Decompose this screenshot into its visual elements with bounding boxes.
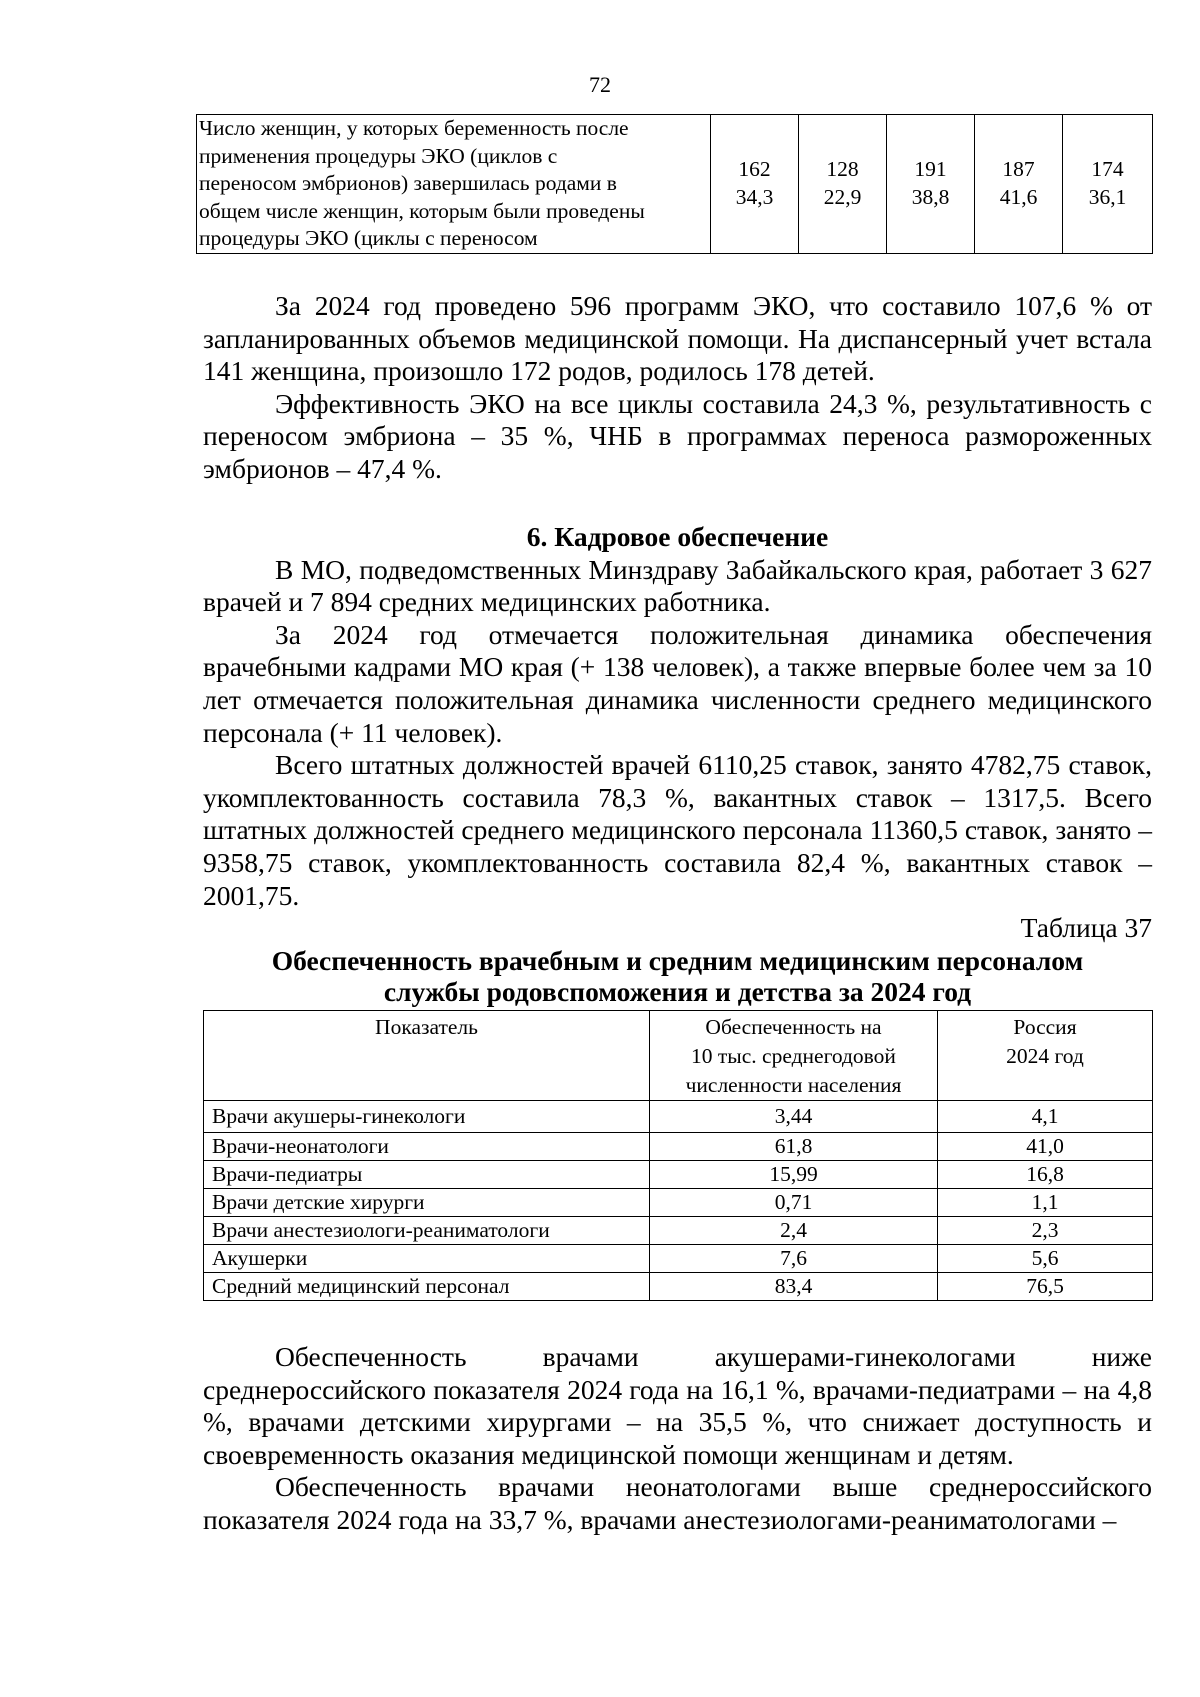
paragraph: Эффективность ЭКО на все циклы составила 24,3 %, результативность с переносом эмбриона – 35 %, ЧНБ в программах переноса размороженных эмбрионов – 47,4 %.	[203, 387, 1152, 484]
russia-cell: 5,6	[938, 1245, 1153, 1273]
paragraph: Всего штатных должностей врачей 6110,25 ставок, занято 4782,75 ставок, укомплектованность составила 78,3 %, вакантных ставок – 1317,5. Всего штатных должностей среднего медицинского персонала 11360,5 ставок, занято – 9358,75 ставок, укомплектованность составила 82,4 %, вакантных ставок – 2001,75.	[203, 749, 1152, 911]
provision-cell: 15,99	[650, 1161, 938, 1189]
paragraph: Обеспеченность врачами акушерами-гинекологами ниже среднероссийского показателя 2024 года на 16,1 %, врачами-педиатрами – на 4,8 %, врачами детскими хирургами – на 35,5 %, что снижает доступность и своевременность оказания медицинской помощи женщинам и детям.	[203, 1341, 1152, 1470]
staffing-table	[203, 1010, 1153, 1301]
indicator-cell: Врачи детские хирурги	[204, 1189, 650, 1217]
table-header-row	[204, 1011, 1153, 1101]
value-percent: 38,8	[911, 184, 950, 209]
provision-cell: 3,44	[650, 1101, 938, 1133]
header-provision	[650, 1011, 938, 1101]
header-russia	[938, 1011, 1153, 1101]
value-percent: 36,1	[1088, 184, 1127, 209]
value-percent: 41,6	[999, 184, 1038, 209]
russia-cell: 2,3	[938, 1217, 1153, 1245]
header-line: 10 тыс. среднегодовой	[691, 1044, 896, 1068]
table-row	[204, 1273, 1153, 1301]
russia-cell: 16,8	[938, 1161, 1153, 1189]
provision-cell: 83,4	[650, 1273, 938, 1301]
page-number: 72	[589, 72, 611, 97]
ivf-results-table-fragment	[196, 114, 1153, 254]
provision-analysis	[203, 1341, 1152, 1537]
indicator-cell: Врачи-педиатры	[204, 1161, 650, 1189]
paragraph: За 2024 год отмечается положительная динамика обеспечения врачебными кадрами МО края (+ 138 человек), а также впервые более чем за 10 лет отмечается положительная динамика численности среднего медицинского персонала (+ 11 человек).	[203, 618, 1152, 748]
indicator-cell: Врачи-неонатологи	[204, 1133, 650, 1161]
section-heading: 6. Кадровое обеспечение	[526, 521, 829, 552]
value-count: 187	[1002, 157, 1035, 182]
value-count: 191	[914, 157, 947, 182]
provision-cell: 0,71	[650, 1189, 938, 1217]
paragraph: За 2024 год проведено 596 программ ЭКО, что составило 107,6 % от запланированных объемов медицинской помощи. На диспансерный учет встала 141 женщина, произошло 172 родов, родилось 178 детей.	[203, 290, 1152, 387]
table-row	[204, 1245, 1153, 1273]
value-count: 174	[1091, 157, 1124, 182]
table-row	[204, 1217, 1153, 1245]
russia-cell: 1,1	[938, 1189, 1153, 1217]
staffing-section	[203, 521, 1152, 1007]
table-row	[197, 115, 1153, 254]
russia-cell: 4,1	[938, 1101, 1153, 1133]
table-caption: Таблица 37	[1020, 912, 1152, 944]
label-line: процедуры ЭКО (циклы с переносом	[199, 226, 538, 250]
value-count: 162	[738, 157, 771, 182]
table-row	[204, 1133, 1153, 1161]
provision-cell: 61,8	[650, 1133, 938, 1161]
russia-cell: 76,5	[938, 1273, 1153, 1301]
table-title	[203, 945, 1152, 1007]
russia-cell: 41,0	[938, 1133, 1153, 1161]
row-label-cell	[197, 115, 711, 254]
header-indicator: Показатель	[204, 1011, 650, 1101]
header-line: численности населения	[685, 1073, 902, 1097]
indicator-cell: Врачи акушеры-гинекологи	[204, 1101, 650, 1133]
table-row	[204, 1161, 1153, 1189]
provision-cell: 7,6	[650, 1245, 938, 1273]
label-line: переносом эмбрионов) завершилась родами в	[199, 171, 617, 195]
label-line: Число женщин, у которых беременность после	[199, 116, 629, 140]
value-cell	[711, 115, 799, 254]
table-title-line: Обеспеченность врачебным и средним медицинским персоналом	[271, 944, 1084, 976]
header-line: 2024 год	[1006, 1044, 1084, 1068]
indicator-cell: Акушерки	[204, 1245, 650, 1273]
ivf-paragraphs	[203, 290, 1152, 486]
label-line: общем числе женщин, которым были проведены	[199, 198, 645, 223]
table-row	[204, 1101, 1153, 1133]
table-row	[204, 1189, 1153, 1217]
indicator-cell: Средний медицинский персонал	[204, 1273, 650, 1301]
provision-cell: 2,4	[650, 1217, 938, 1245]
paragraph: Обеспеченность врачами неонатологами выше среднероссийского показателя 2024 года на 33,7 %, врачами анестезиологами-реаниматологами –	[203, 1471, 1152, 1535]
value-percent: 22,9	[823, 184, 862, 209]
paragraph: В МО, подведомственных Минздраву Забайкальского края, работает 3 627 врачей и 7 894 средних медицинских работника.	[203, 553, 1152, 618]
value-cell	[799, 115, 887, 254]
value-cell	[975, 115, 1063, 254]
header-line: Россия	[1013, 1015, 1077, 1039]
label-line: применения процедуры ЭКО (циклов с	[199, 143, 558, 168]
indicator-cell: Врачи анестезиологи-реаниматологи	[204, 1217, 650, 1245]
header-line: Обеспеченность на	[705, 1015, 882, 1039]
value-percent: 34,3	[735, 184, 774, 209]
table-title-line: службы родовспоможения и детства за 2024 год	[383, 975, 972, 1007]
value-cell	[887, 115, 975, 254]
value-count: 128	[826, 157, 859, 182]
value-cell	[1063, 115, 1153, 254]
